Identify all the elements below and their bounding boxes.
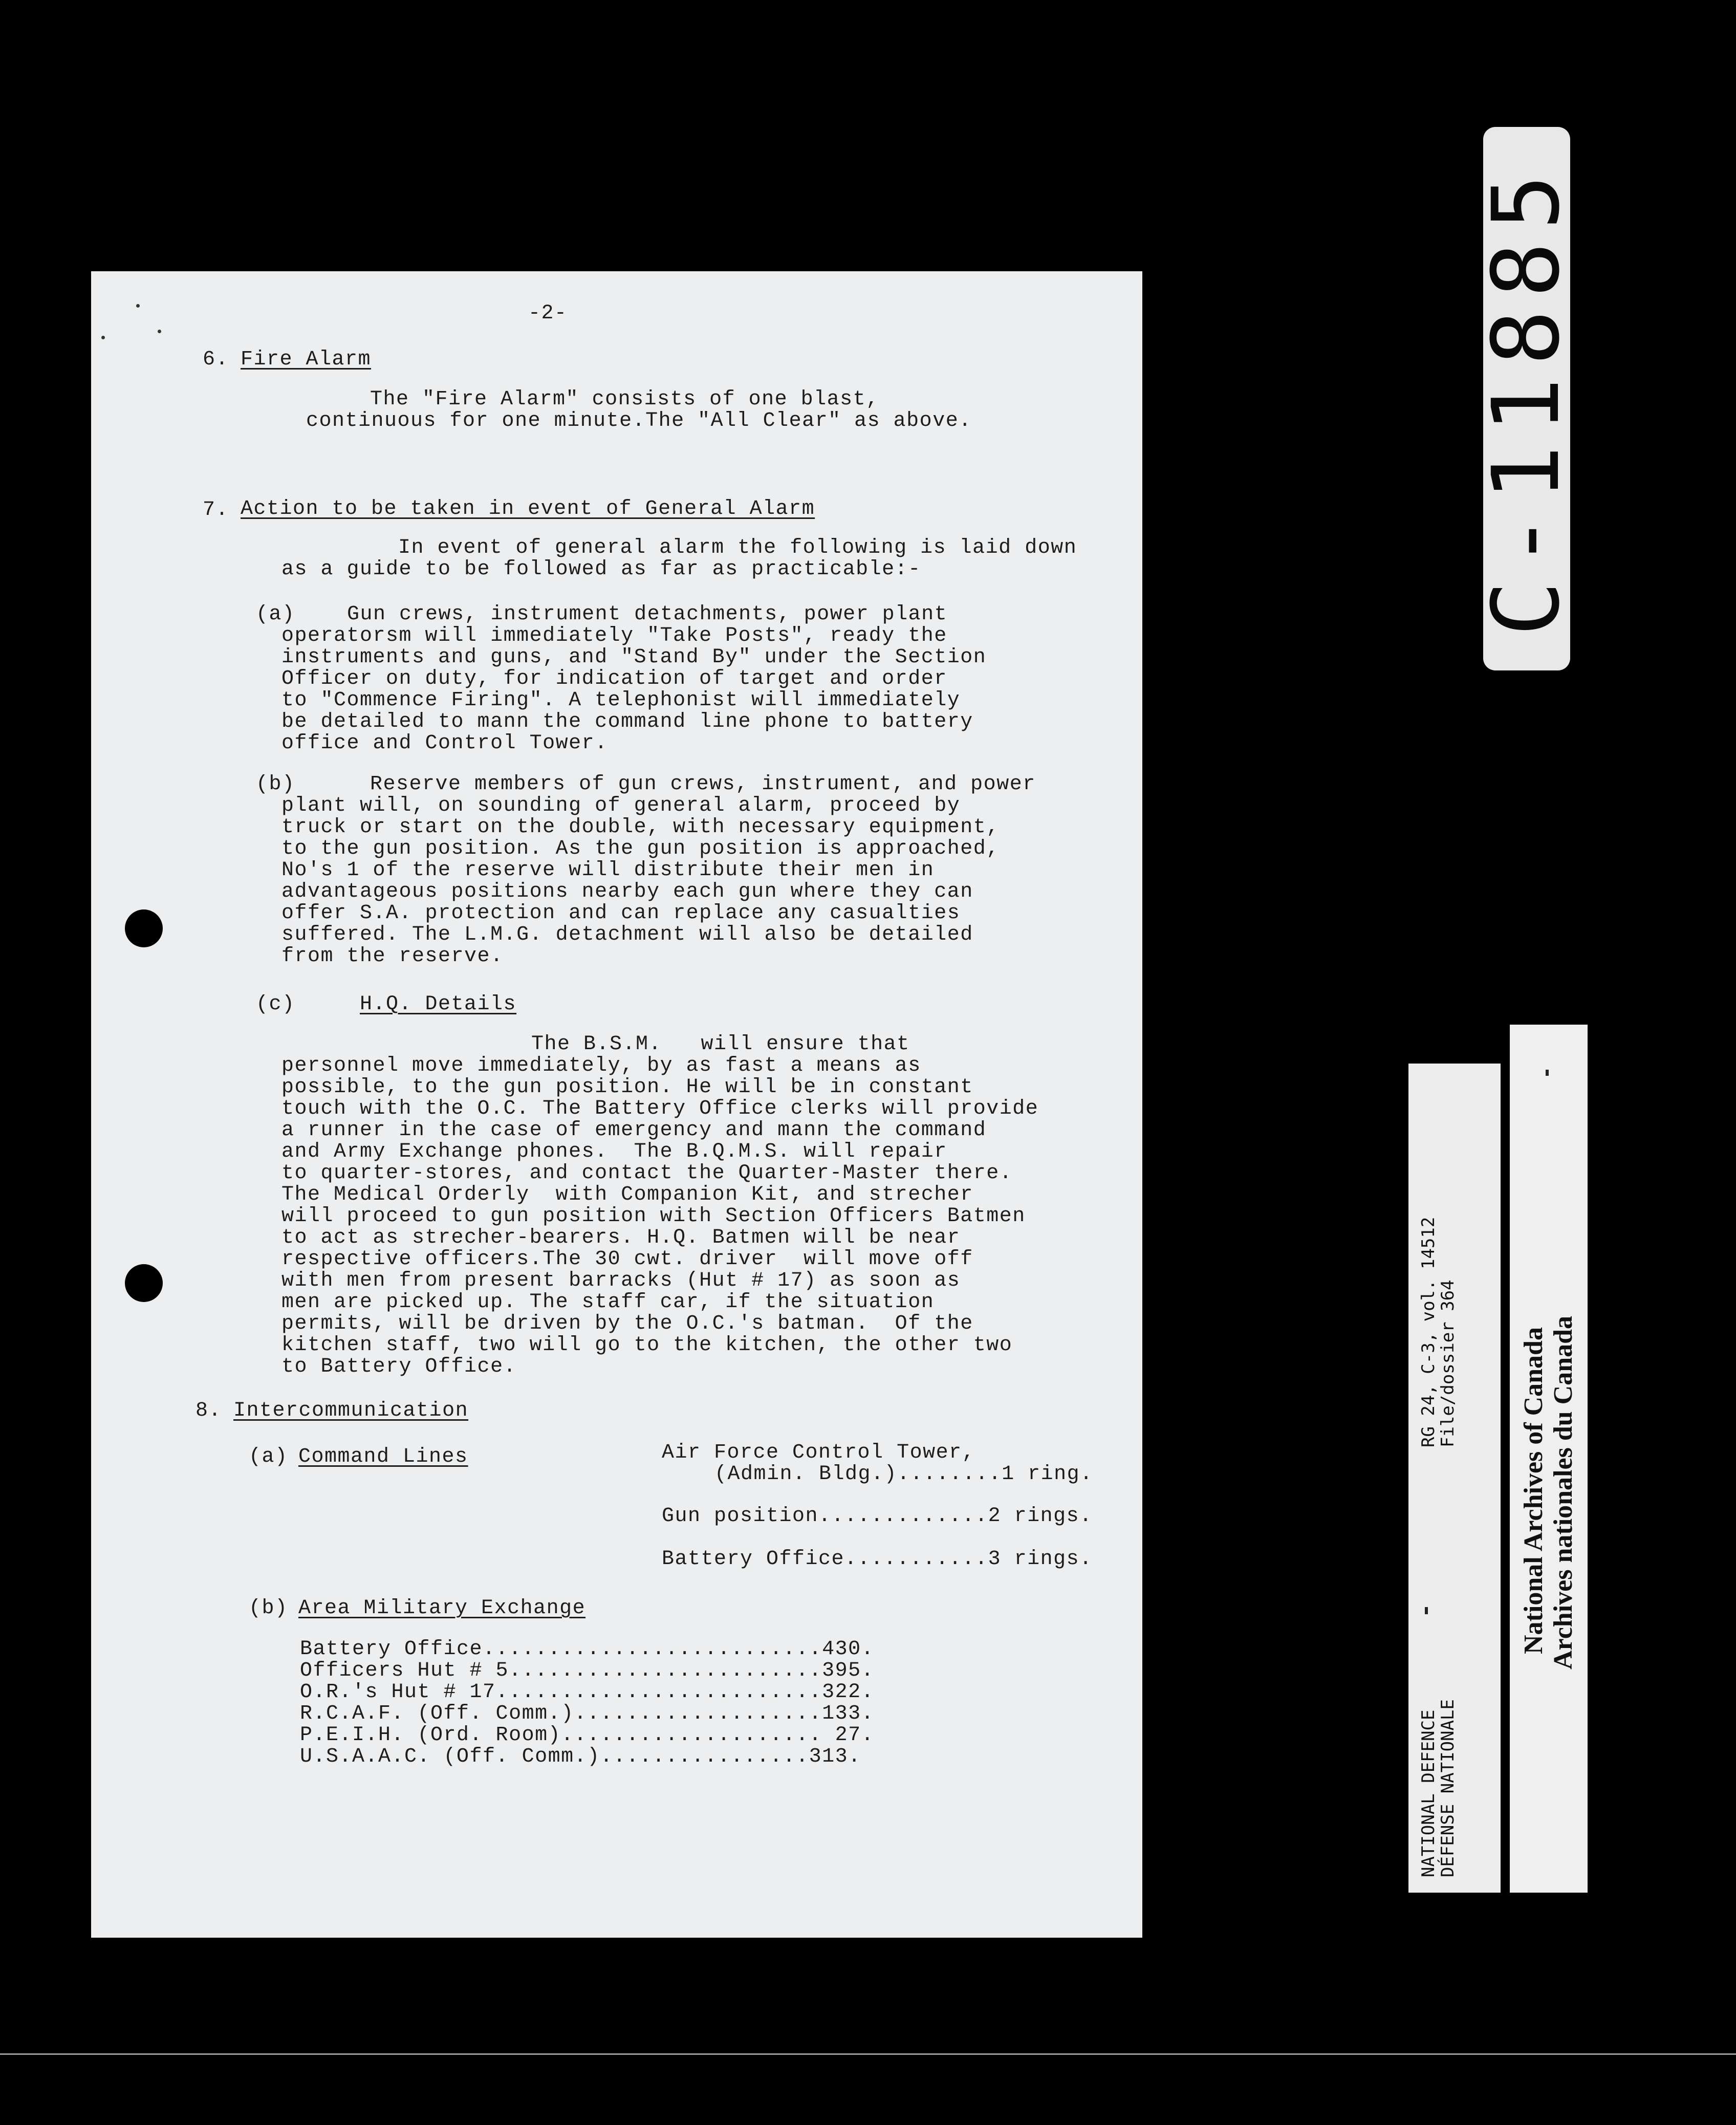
command-lines-label: (a)	[249, 1445, 288, 1468]
item-c-line: respective officers.The 30 cwt. driver will move off	[281, 1248, 973, 1271]
item-c-line: personnel move immediately, by as fast a means as	[281, 1054, 921, 1077]
exchange-entry: Battery Office..........................430.	[300, 1638, 875, 1661]
item-a-line: instruments and guns, and "Stand By" under the Section	[281, 646, 987, 669]
page-number: -2-	[528, 302, 568, 325]
command-lines-heading: Command Lines	[298, 1445, 468, 1468]
punch-hole	[125, 909, 163, 947]
section-8-heading: Intercommunication	[233, 1399, 469, 1422]
item-c-line: kitchen staff, two will go to the kitchen, the other two	[281, 1334, 1013, 1357]
exchange-label: (b)	[249, 1597, 288, 1620]
item-a-line: Gun crews, instrument detachments, power plant	[347, 603, 948, 626]
item-a-line: office and Control Tower.	[281, 732, 608, 755]
section-6-number: 6.	[203, 348, 229, 371]
command-line-entry: (Admin. Bldg.)........1 ring.	[714, 1463, 1093, 1486]
command-line-entry: Air Force Control Tower,	[662, 1441, 975, 1464]
general-alarm-intro: In event of general alarm the following is laid down	[398, 536, 1077, 559]
fire-alarm-text: continuous for one minute.The "All Clear" as above.	[306, 409, 972, 432]
item-a-line: operatorsm will immediately "Take Posts", ready the	[281, 624, 947, 647]
item-c-line: to Battery Office.	[281, 1355, 517, 1378]
scan-speck	[101, 336, 105, 339]
item-b-line: from the reserve.	[281, 945, 504, 968]
item-a-line: Officer on duty, for indication of target and order	[281, 667, 947, 690]
reel-number-strip	[1473, 127, 1580, 670]
command-line-entry: Battery Office...........3 rings.	[662, 1548, 1093, 1571]
item-c-line: to act as strecher-bearers. H.Q. Batmen will be near	[281, 1226, 961, 1249]
item-a-label: (a)	[256, 603, 295, 626]
exchange-entry: O.R.'s Hut # 17.........................322.	[300, 1681, 875, 1704]
archives-canada-label	[1510, 1025, 1588, 1893]
exchange-entry: R.C.A.F. (Off. Comm.)...................133.	[300, 1702, 875, 1725]
section-7-heading: Action to be taken in event of General Alarm	[241, 497, 815, 521]
item-c-line: and Army Exchange phones. The B.Q.M.S. will repair	[281, 1140, 947, 1163]
item-b-line: truck or start on the double, with necessary equipment,	[281, 816, 1000, 839]
film-edge-line	[0, 2053, 1736, 2055]
section-8-number: 8.	[196, 1399, 222, 1422]
general-alarm-intro: as a guide to be followed as far as practicable:-	[281, 558, 921, 581]
document-page	[91, 271, 1142, 1938]
item-b-line: suffered. The L.M.G. detachment will also be detailed	[281, 923, 973, 946]
exchange-heading: Area Military Exchange	[298, 1597, 586, 1620]
item-c-line: a runner in the case of emergency and mann the command	[281, 1119, 987, 1142]
item-b-line: advantageous positions nearby each gun where they can	[281, 880, 973, 903]
item-c-line: will proceed to gun position with Section Officers Batmen	[281, 1205, 1026, 1228]
item-c-line: men are picked up. The staff car, if the situation	[281, 1291, 935, 1314]
item-b-label: (b)	[256, 773, 295, 796]
section-7-number: 7.	[203, 498, 229, 522]
item-c-line: with men from present barracks (Hut # 17) as soon as	[281, 1269, 961, 1292]
archives-name-en: National Archives of Canada	[1519, 1327, 1548, 1654]
label-mark	[1546, 1070, 1549, 1076]
item-c-label: (c)	[256, 993, 295, 1016]
archive-reference: RG 24, C-3, vol. 14512	[1418, 1217, 1439, 1447]
item-c-line: permits, will be driven by the O.C.'s batman. Of the	[281, 1312, 973, 1335]
item-b-line: No's 1 of the reserve will distribute their men in	[281, 859, 935, 882]
item-c-line: to quarter-stores, and contact the Quarter-Master there.	[281, 1162, 1013, 1185]
exchange-entry: Officers Hut # 5........................395.	[300, 1659, 875, 1682]
item-c-heading: H.Q. Details	[360, 993, 517, 1016]
item-b-line: to the gun position. As the gun position is approached,	[281, 837, 1000, 860]
command-line-entry: Gun position.............2 rings.	[662, 1505, 1093, 1528]
item-b-line: Reserve members of gun crews, instrument, and power	[370, 773, 1036, 796]
punch-hole	[125, 1264, 163, 1302]
section-6-heading: Fire Alarm	[241, 348, 372, 371]
item-b-line: plant will, on sounding of general alarm, proceed by	[281, 794, 961, 817]
fire-alarm-text: The "Fire Alarm" consists of one blast,	[370, 388, 879, 411]
item-c-line: touch with the O.C. The Battery Office clerks will provide	[281, 1097, 1039, 1120]
department-fr: DÉFENSE NATIONALE	[1438, 1699, 1458, 1877]
exchange-entry: U.S.A.A.C. (Off. Comm.)................313.	[300, 1745, 861, 1768]
scan-speck	[158, 330, 161, 333]
department-en: NATIONAL DEFENCE	[1418, 1709, 1439, 1877]
archive-reference-label	[1408, 1064, 1501, 1893]
label-mark	[1425, 1607, 1428, 1614]
item-c-line: The Medical Orderly with Companion Kit, and strecher	[281, 1183, 973, 1206]
exchange-entry: P.E.I.H. (Ord. Room).................... 27.	[300, 1724, 875, 1747]
item-c-line: possible, to the gun position. He will be in constant	[281, 1076, 973, 1099]
item-a-line: be detailed to mann the command line phone to battery	[281, 710, 973, 733]
archives-name-fr: Archives nationales du Canada	[1549, 1315, 1578, 1669]
reel-number: C-11885	[1473, 162, 1580, 637]
scan-speck	[136, 304, 140, 308]
item-b-line: offer S.A. protection and can replace any casualties	[281, 902, 961, 925]
item-a-line: to "Commence Firing". A telephonist will immediately	[281, 689, 961, 712]
archive-file: File/dossier 364	[1438, 1280, 1458, 1447]
item-c-line: The B.S.M. will ensure that	[531, 1033, 910, 1056]
